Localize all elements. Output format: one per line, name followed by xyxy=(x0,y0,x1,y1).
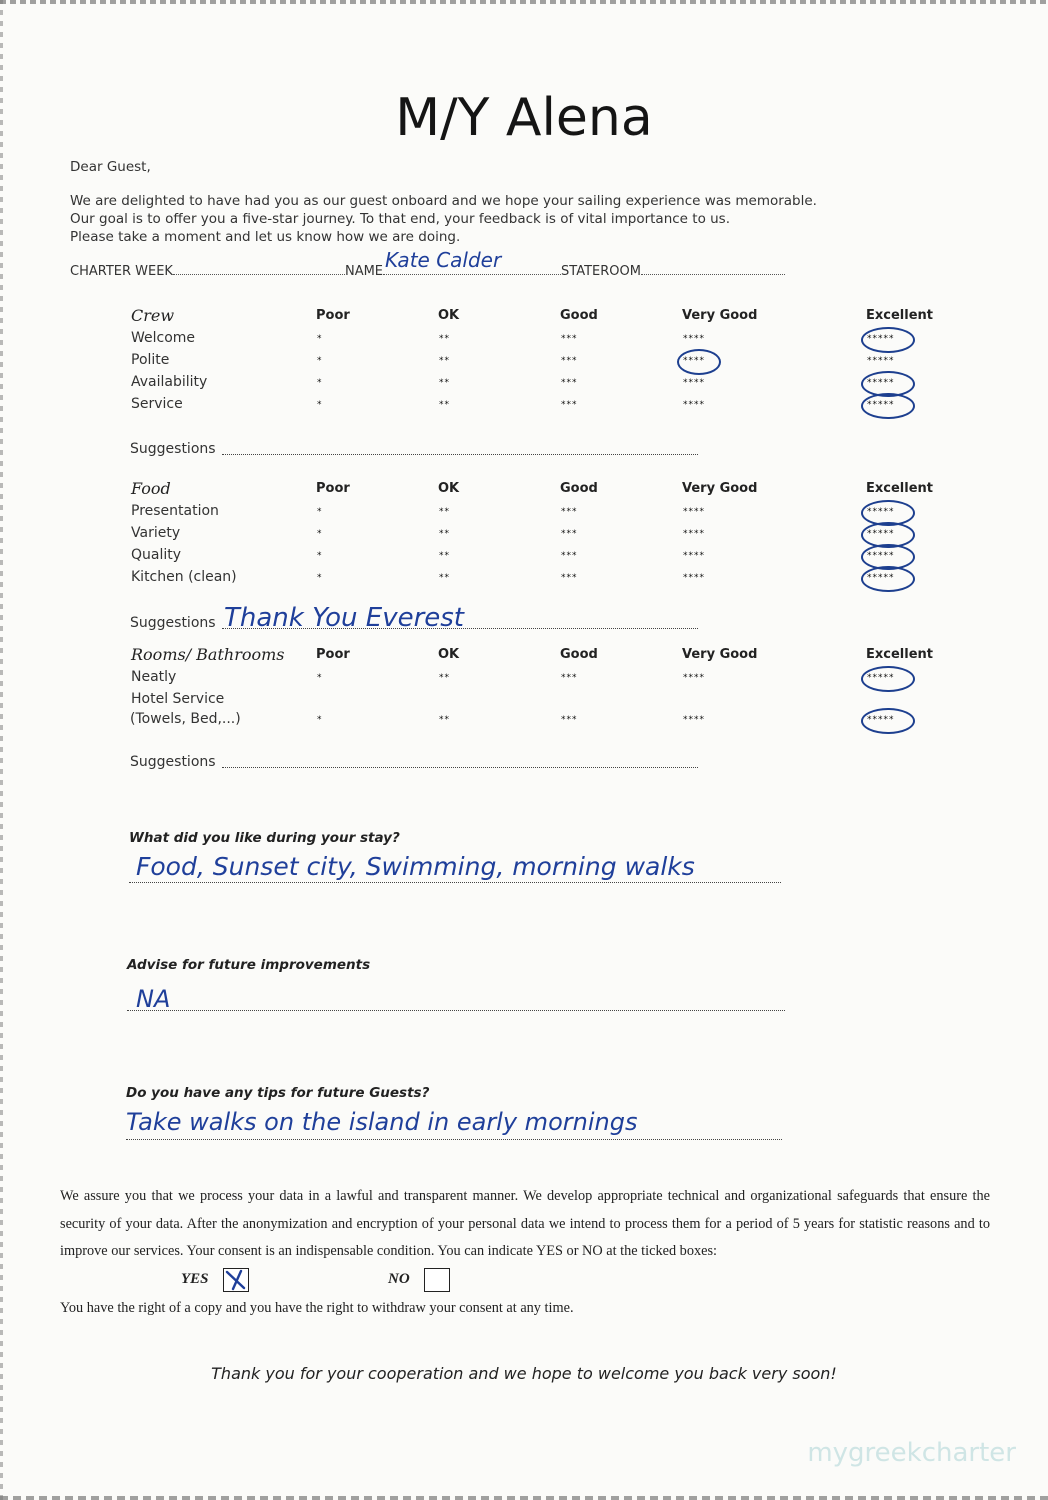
rating-option-ok[interactable]: ** xyxy=(439,715,450,725)
rating-option-very-good[interactable]: **** xyxy=(683,334,705,344)
column-header: Very Good xyxy=(682,481,758,496)
intro-line-1: We are delighted to have had you as our guest onboard and we hope your sailing experience was memorable. xyxy=(70,193,817,209)
rights-statement: You have the right of a copy and you have the right to withdraw your consent at any time. xyxy=(60,1300,574,1316)
rating-option-good[interactable]: *** xyxy=(561,673,578,683)
rating-option-ok[interactable]: ** xyxy=(439,400,450,410)
selected-rating-circle xyxy=(861,666,915,692)
column-header: Good xyxy=(560,481,598,496)
consent-yes-checkbox[interactable] xyxy=(223,1268,249,1292)
greeting: Dear Guest, xyxy=(70,159,151,175)
suggestions-label: Suggestions xyxy=(130,615,216,631)
question-liked: What did you like during your stay? xyxy=(129,830,400,846)
name-field[interactable] xyxy=(383,248,561,275)
rating-option-poor[interactable]: * xyxy=(317,715,323,725)
rating-option-excellent[interactable]: ***** xyxy=(867,673,895,683)
answer-improvements-line xyxy=(127,1010,785,1011)
rating-option-very-good[interactable]: **** xyxy=(683,715,705,725)
rating-option-very-good[interactable]: **** xyxy=(683,673,705,683)
stateroom-label: STATEROOM xyxy=(561,264,641,279)
suggestions-label: Suggestions xyxy=(130,441,216,457)
rating-option-excellent[interactable]: ***** xyxy=(867,334,895,344)
selected-rating-circle xyxy=(861,393,915,419)
stateroom-field[interactable] xyxy=(641,262,785,275)
section-title: Crew xyxy=(131,306,175,325)
privacy-statement: We assure you that we process your data in a lawful and transparent manner. We develop appropriate technical and organizational safeguards that ensure the security of your data. After the anonymization and encryption of your personal data we intend to process them for a period of 5 years for statistic reasons and to improve our services. Your consent is an indispensable condition. You can indicate YES or NO at the ticked boxes: xyxy=(60,1188,990,1259)
selected-rating-circle xyxy=(861,566,915,592)
section-title: Food xyxy=(131,479,171,498)
rating-option-excellent[interactable]: ***** xyxy=(867,529,895,539)
name-label: NAME xyxy=(344,264,384,279)
check-mark-icon xyxy=(224,1269,248,1291)
rating-option-ok[interactable]: ** xyxy=(439,673,450,683)
rating-option-excellent[interactable]: ***** xyxy=(867,573,895,583)
rating-option-very-good[interactable]: **** xyxy=(683,573,705,583)
rating-row-label: Kitchen (clean) xyxy=(131,569,237,585)
rating-option-good[interactable]: *** xyxy=(561,400,578,410)
column-header: Excellent xyxy=(866,308,933,323)
rating-option-ok[interactable]: ** xyxy=(439,378,450,388)
column-header: Excellent xyxy=(866,647,933,662)
question-improvements: Advise for future improvements xyxy=(127,957,371,973)
charter-week-label: CHARTER WEEK xyxy=(70,264,173,279)
column-header: Very Good xyxy=(682,647,758,662)
watermark-logo: mygreekcharter xyxy=(807,1438,1016,1468)
rating-row-label: Neatly xyxy=(131,669,177,685)
rating-row-label: Welcome xyxy=(131,330,196,346)
consent-no-label: NO xyxy=(388,1271,410,1287)
selected-rating-circle xyxy=(861,708,915,734)
column-header: Excellent xyxy=(866,481,933,496)
rating-option-good[interactable]: *** xyxy=(561,715,578,725)
answer-liked[interactable]: Food, Sunset city, Swimming, morning walks xyxy=(136,852,695,881)
rating-option-poor[interactable]: * xyxy=(317,573,323,583)
rating-option-excellent[interactable]: ***** xyxy=(867,356,895,366)
suggestions-handwritten: Thank You Everest xyxy=(224,603,465,633)
rating-option-excellent[interactable]: ***** xyxy=(867,551,895,561)
rating-option-very-good[interactable]: **** xyxy=(683,529,705,539)
column-header: OK xyxy=(438,308,460,323)
rating-option-poor[interactable]: * xyxy=(317,400,323,410)
scan-edge-top xyxy=(0,0,1048,4)
consent-no-checkbox[interactable] xyxy=(424,1268,450,1292)
closing-thanks: Thank you for your cooperation and we hope to welcome you back very soon! xyxy=(211,1364,837,1383)
rating-option-ok[interactable]: ** xyxy=(439,529,450,539)
rating-option-ok[interactable]: ** xyxy=(439,356,450,366)
column-header: Good xyxy=(560,308,598,323)
column-header: OK xyxy=(438,481,460,496)
column-header: Poor xyxy=(316,481,350,496)
suggestions-field[interactable] xyxy=(222,767,698,768)
intro-line-2: Our goal is to offer you a five-star journey. To that end, your feedback is of vital importance to us. xyxy=(70,211,731,227)
rating-option-good[interactable]: *** xyxy=(561,356,578,366)
rating-option-excellent[interactable]: ***** xyxy=(867,715,895,725)
column-header: Good xyxy=(560,647,598,662)
rating-option-good[interactable]: *** xyxy=(561,573,578,583)
rating-row-sublabel: (Towels, Bed,...) xyxy=(130,711,241,727)
rating-row-label: Hotel Service xyxy=(131,691,225,707)
selected-rating-circle xyxy=(677,349,721,375)
rating-option-ok[interactable]: ** xyxy=(439,573,450,583)
rating-option-poor[interactable]: * xyxy=(317,551,323,561)
scan-edge-left xyxy=(0,0,3,1500)
document-title: M/Y Alena xyxy=(395,88,653,148)
rating-option-good[interactable]: *** xyxy=(561,551,578,561)
rating-option-good[interactable]: *** xyxy=(561,507,578,517)
column-header: Poor xyxy=(316,308,350,323)
rating-option-good[interactable]: *** xyxy=(561,529,578,539)
rating-row-label: Availability xyxy=(131,374,208,390)
rating-option-very-good[interactable]: **** xyxy=(683,551,705,561)
answer-tips[interactable]: Take walks on the island in early mornings xyxy=(126,1108,638,1136)
rating-option-very-good[interactable]: **** xyxy=(683,378,705,388)
rating-option-excellent[interactable]: ***** xyxy=(867,507,895,517)
suggestions-field[interactable] xyxy=(222,454,698,455)
rating-option-poor[interactable]: * xyxy=(317,378,323,388)
rating-option-poor[interactable]: * xyxy=(317,673,323,683)
rating-option-good[interactable]: *** xyxy=(561,334,578,344)
charter-week-field[interactable] xyxy=(173,262,345,275)
name-handwritten: Kate Calder xyxy=(385,248,502,272)
rating-option-poor[interactable]: * xyxy=(317,356,323,366)
rating-option-very-good[interactable]: **** xyxy=(683,356,705,366)
section-title: Rooms/ Bathrooms xyxy=(131,645,285,664)
selected-rating-circle xyxy=(861,327,915,353)
question-tips: Do you have any tips for future Guests? xyxy=(126,1085,430,1101)
rating-option-very-good[interactable]: **** xyxy=(683,507,705,517)
intro-line-3: Please take a moment and let us know how we are doing. xyxy=(70,229,461,245)
rating-option-poor[interactable]: * xyxy=(317,529,323,539)
rating-option-good[interactable]: *** xyxy=(561,378,578,388)
rating-row-label: Quality xyxy=(131,547,182,563)
rating-option-poor[interactable]: * xyxy=(317,507,323,517)
suggestions-label: Suggestions xyxy=(130,754,216,770)
rating-row-label: Presentation xyxy=(131,503,219,519)
rating-row-label: Service xyxy=(131,396,183,412)
answer-improvements[interactable]: NA xyxy=(136,985,171,1013)
consent-yes-label: YES xyxy=(181,1271,209,1287)
column-header: Poor xyxy=(316,647,350,662)
rating-option-poor[interactable]: * xyxy=(317,334,323,344)
rating-option-ok[interactable]: ** xyxy=(439,507,450,517)
answer-tips-line xyxy=(126,1139,782,1140)
rating-row-label: Polite xyxy=(131,352,170,368)
rating-option-ok[interactable]: ** xyxy=(439,334,450,344)
column-header: OK xyxy=(438,647,460,662)
rating-row-label: Variety xyxy=(131,525,181,541)
header-fields xyxy=(70,248,830,279)
column-header: Very Good xyxy=(682,308,758,323)
rating-option-ok[interactable]: ** xyxy=(439,551,450,561)
rating-option-excellent[interactable]: ***** xyxy=(867,400,895,410)
rating-option-very-good[interactable]: **** xyxy=(683,400,705,410)
answer-liked-line xyxy=(129,882,781,883)
scan-edge-bottom xyxy=(0,1496,1048,1500)
rating-option-excellent[interactable]: ***** xyxy=(867,378,895,388)
